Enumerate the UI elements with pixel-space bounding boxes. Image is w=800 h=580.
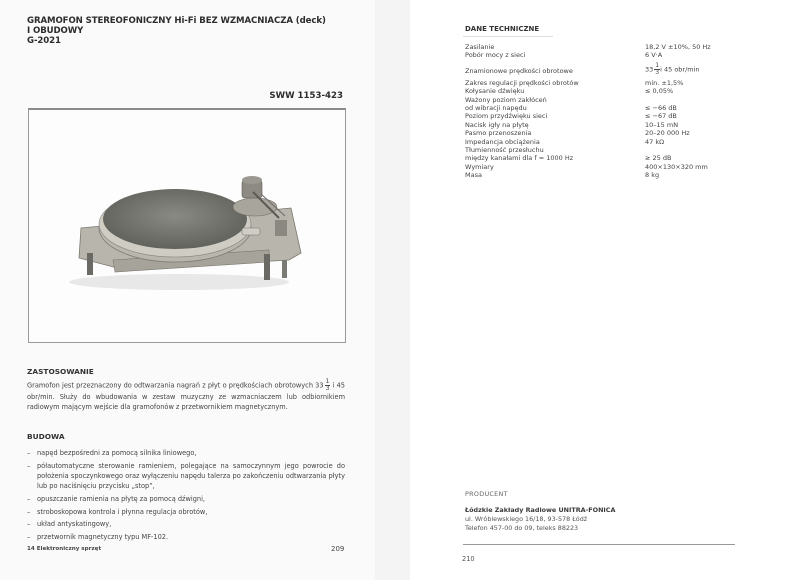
- spec-value: 20–20 000 Hz: [645, 129, 690, 138]
- turntable-illustration: [29, 110, 345, 342]
- section-heading-budowa: BUDOWA: [27, 432, 65, 441]
- spec-row: [465, 171, 711, 179]
- section-heading-zastosowanie: ZASTOSOWANIE: [27, 367, 94, 376]
- spec-key: Impedancja obciążenia: [465, 137, 540, 146]
- producer-block: [465, 506, 615, 533]
- spec-key: Znamionowe prędkości obrotowe: [465, 67, 573, 76]
- spec-key: Poziom przydźwięku sieci: [465, 112, 548, 121]
- spec-value: ≤ −67 dB: [645, 112, 677, 121]
- producer-heading: PRODUCENT: [465, 490, 508, 498]
- page-gutter: [375, 0, 410, 580]
- fraction-numerator: 1: [655, 61, 660, 69]
- spec-row: [465, 138, 711, 146]
- spec-row: [465, 112, 711, 120]
- spec-key: od wibracji napędu: [465, 104, 527, 113]
- page-footer: 14 Elektroniczny sprzęt: [27, 546, 102, 552]
- title-line: I OBUDOWY: [27, 26, 84, 36]
- spec-value: 6 V·A: [645, 51, 663, 60]
- list-item: – stroboskopowa kontrola i płynna regulacja obrotów,: [27, 507, 345, 517]
- page-number: 210: [462, 555, 475, 563]
- spec-value: 10–15 mN: [645, 120, 679, 129]
- fraction-denominator: 3: [325, 385, 330, 392]
- spec-key: Ważony poziom zakłóceń: [465, 95, 547, 104]
- turntable-photo: [28, 108, 346, 343]
- spec-key: Tłumienność przesłuchu: [465, 146, 544, 155]
- spec-row: [465, 76, 711, 87]
- title-line: GRAMOFON STEREOFONICZNY Hi-Fi BEZ WZMACNIACZA (deck): [27, 16, 326, 26]
- divider: [463, 544, 735, 545]
- spec-row: [465, 96, 711, 104]
- spec-key: Pasmo przenoszenia: [465, 129, 532, 138]
- spec-row: [465, 121, 711, 129]
- spec-row: [465, 43, 711, 51]
- list-item: – przetwornik magnetyczny typu MF-102.: [27, 532, 345, 542]
- budowa-list: [27, 448, 345, 545]
- title-line: G-2021: [27, 36, 61, 46]
- product-code: SWW 1153-423: [269, 91, 343, 101]
- spec-value: ≤ −66 dB: [645, 104, 677, 113]
- list-item: – półautomatyczne sterowanie ramieniem, polegające na samoczynnym jego powrocie do położenia spoczynkowego oraz wyłączeniu napędu talerza po zakończeniu odtwarzania płyty lub po naciśnięciu przycisku „stop”,: [27, 461, 345, 492]
- spec-key: Pobór mocy z sieci: [465, 51, 526, 60]
- specs-table: [465, 43, 711, 180]
- spec-row: [465, 51, 711, 59]
- divider: [463, 36, 553, 37]
- producer-name: Łódzkie Zakłady Radiowe UNITRA-FONICA: [465, 506, 616, 514]
- list-item: – opuszczanie ramienia na płytę za pomocą dźwigni,: [27, 494, 345, 504]
- spec-value: 47 kΩ: [645, 137, 665, 146]
- page-number: 209: [331, 545, 345, 553]
- spec-value: min. ±1,5%: [645, 78, 684, 87]
- spec-key: Zasilanie: [465, 43, 495, 51]
- zastosowanie-paragraph: [27, 379, 345, 413]
- section-heading-dane-techniczne: DANE TECHNICZNE: [465, 25, 540, 33]
- fraction-denominator: 3: [655, 68, 660, 76]
- spec-row: [465, 87, 711, 95]
- spec-key: Wymiary: [465, 162, 494, 171]
- spec-value: ≥ 25 dB: [645, 154, 672, 163]
- list-item: – układ antyskatingowy,: [27, 519, 345, 529]
- list-item: – napęd bezpośredni za pomocą silnika liniowego,: [27, 448, 345, 458]
- spec-value: [645, 96, 711, 104]
- spec-key: Kołysanie dźwięku: [465, 87, 525, 96]
- spec-key: Nacisk igły na płytę: [465, 120, 529, 129]
- producer-phone: Telefon 457-00 do 09, teleks 88223: [465, 524, 579, 532]
- spec-value: ≤ 0,05%: [645, 87, 674, 96]
- fraction-numerator: 1: [325, 378, 330, 385]
- spec-value: [645, 146, 711, 154]
- spec-value-pre: 33: [645, 65, 654, 74]
- spec-row: [465, 163, 711, 171]
- spec-value-post: i 45 obr/min: [660, 65, 700, 74]
- spec-value: 400×130×320 mm: [645, 162, 708, 171]
- producer-address: ul. Wróblewskiego 16/18, 93-578 Łódź: [465, 515, 588, 523]
- spec-row: [465, 104, 711, 112]
- left-page: [0, 0, 375, 580]
- paragraph-text: Gramofon jest przeznaczony do odtwarzania nagrań z płyt o prędkościach obrotowych 33: [27, 381, 324, 390]
- fraction: [325, 379, 331, 392]
- spec-value: [645, 60, 711, 76]
- spec-row: [465, 129, 711, 137]
- spec-value: 18,2 V ±10%, 50 Hz: [645, 43, 711, 51]
- spec-row: [465, 60, 711, 76]
- spec-key: Masa: [465, 171, 482, 180]
- spec-key: Zakres regulacji prędkości obrotów: [465, 78, 579, 87]
- paragraph-text: i 45 obr/min. Służy do wbudowania w zestaw muzyczny ze wzmacniaczem lub odbiornikiem radiowym mającym wejście dla gramofonów z przetwornikiem magnetycznym.: [27, 381, 345, 412]
- spec-row: [465, 154, 711, 162]
- spec-value: 8 kg: [645, 171, 660, 180]
- spec-row: [465, 146, 711, 154]
- product-title: [27, 16, 326, 46]
- spec-key: między kanałami dla f = 1000 Hz: [465, 154, 574, 163]
